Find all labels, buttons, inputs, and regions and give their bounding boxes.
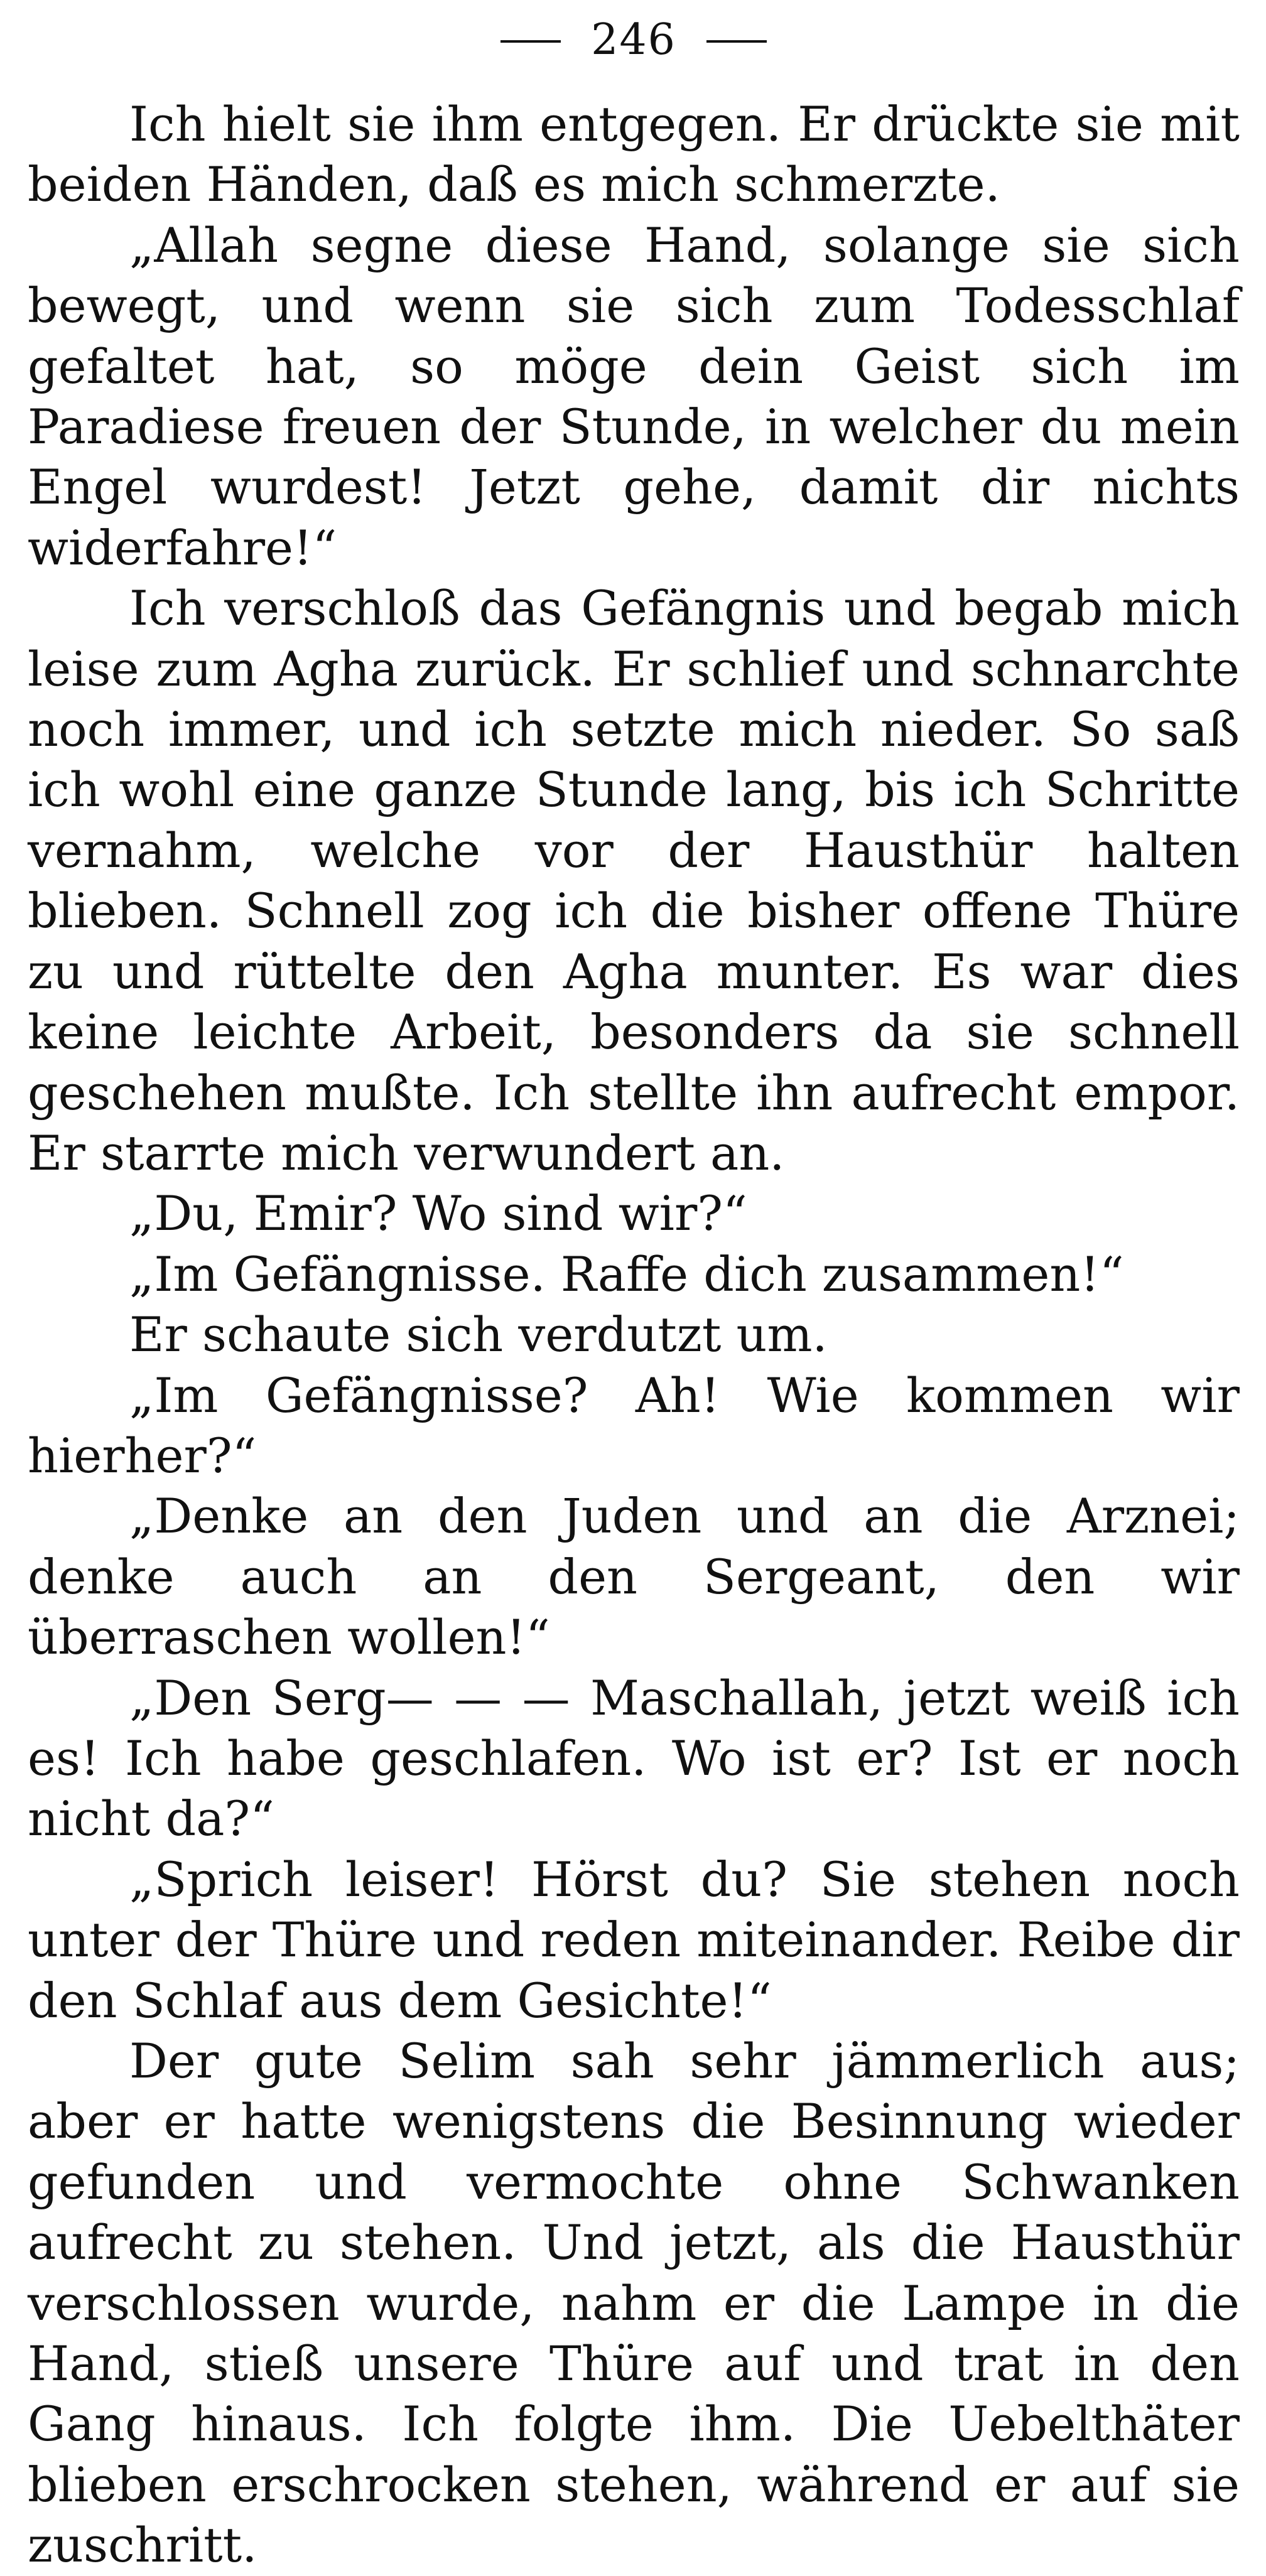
paragraph: „Du, Emir? Wo sind wir?“ <box>129 1185 747 1242</box>
paragraph: „Den Serg— — — Maschallah, jetzt weiß ich es! Ich habe geschlafen. Wo ist er? Ist er noch nicht da?“ <box>28 1669 1240 1847</box>
paragraph: „Allah segne diese Hand, solange sie sich bewegt, und wenn sie sich zum Todesschlaf gefaltet hat, so möge dein Geist sich im Paradiese freuen der Stunde, in welcher du mein Engel wurdest! Jetzt gehe, damit dir nichts widerfahre!“ <box>28 217 1240 576</box>
paragraph: Er schaute sich verdutzt um. <box>129 1307 828 1363</box>
page-header <box>28 0 1240 65</box>
paragraph: „Denke an den Juden und an die Arznei; denke auch an den Sergeant, den wir überraschen wollen!“ <box>28 1488 1240 1666</box>
paragraph: „Im Gefängnisse? Ah! Wie kommen wir hierher?“ <box>28 1367 1240 1484</box>
page-number: 246 <box>591 15 676 65</box>
paragraph: Ich hielt sie ihm entgegen. Er drückte sie mit beiden Händen, daß es mich schmerzte. <box>28 96 1240 213</box>
paragraph: „Sprich leiser! Hörst du? Sie stehen noch unter der Thüre und reden miteinander. Reibe dir den Schlaf aus dem Gesichte!“ <box>28 1851 1240 2029</box>
paragraph: Ich verschloß das Gefängnis und begab mich leise zum Agha zurück. Er schlief und schnarchte noch immer, und ich setzte mich nieder. So saß ich wohl eine ganze Stunde lang, bis ich Schritte vernahm, welche vor der Hausthür halten blieben. Schnell zog ich die bisher offene Thüre zu und rüttelte den Agha munter. Es war dies keine leichte Arbeit, besonders da sie schnell geschehen mußte. Ich stellte ihn aufrecht empor. Er starrte mich verwundert an. <box>28 580 1240 1181</box>
paragraph: Der gute Selim sah sehr jämmerlich aus; aber er hatte wenigstens die Besinnung wieder gefunden und vermochte ohne Schwanken aufrecht zu stehen. Und jetzt, als die Hausthür verschlossen wurde, nahm er die Lampe in die Hand, stieß unsere Thüre auf und trat in den Gang hinaus. Ich folgte ihm. Die Uebelthäter blieben erschrocken stehen, während er auf sie zuschritt. <box>28 2033 1240 2573</box>
header-dash-left <box>500 40 561 43</box>
header-dash-right <box>706 40 767 43</box>
book-page <box>28 0 1240 2573</box>
body-text <box>28 94 1240 2576</box>
paragraph: „Im Gefängnisse. Raffe dich zusammen!“ <box>129 1246 1124 1302</box>
